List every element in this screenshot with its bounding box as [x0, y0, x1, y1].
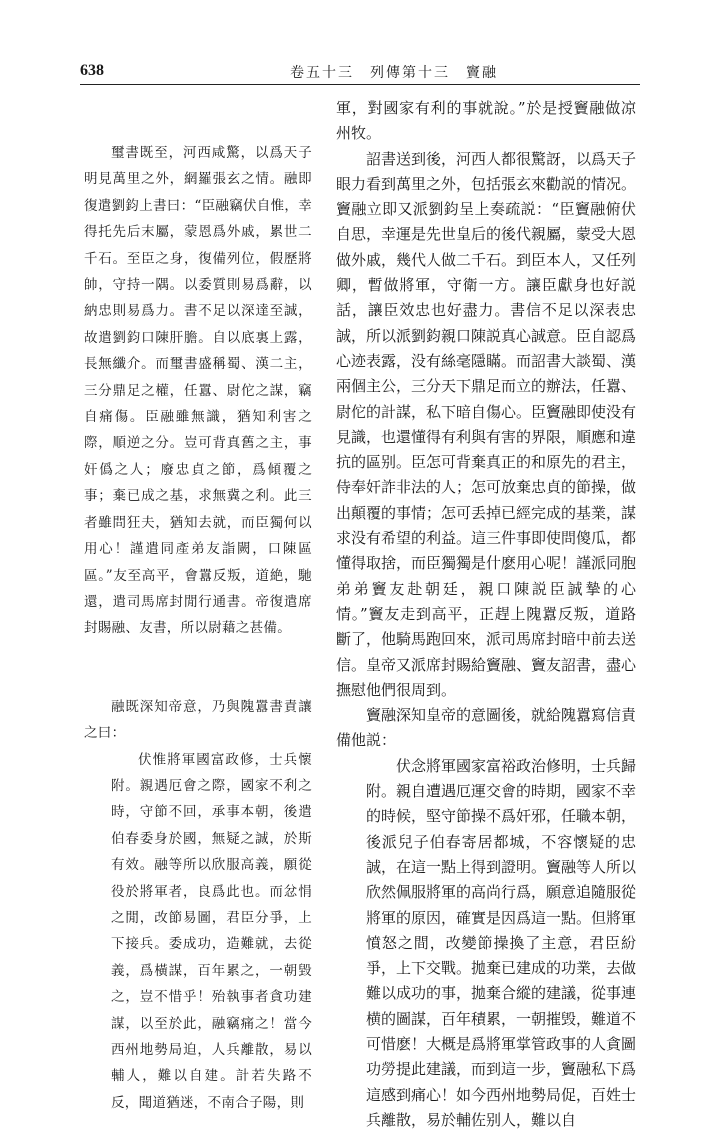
- original-paragraph-2: 融既深知帝意，乃與隗囂書責讓之曰：: [84, 698, 312, 742]
- paragraph-gap: [84, 642, 312, 694]
- translation-paragraph-1: 詔書送到後，河西人都很驚訝，以爲天子眼力看到萬里之外，包括張玄來勸説的情况。竇融立即又派劉鈞呈上奏疏説：“臣竇融俯伏自思，幸運是先世皇后的後代親屬，蒙受大恩做外戚，幾代人做二千石。到臣本人，又任列卿，暫做將軍，守衛一方。讓臣獻身也好説話，讓臣效忠也好盡力。書信不足以深表忠誠，所以派劉鈞親口陳説真心誠意。臣自認爲心迹表露，没有絲毫隱瞞。而詔書大談蜀、漢兩個主公，三分天下鼎足而立的辦法，任囂、尉佗的計謀，私下暗自傷心。臣竇融即使没有見識，也還懂得有利與有害的界限，順應和違抗的區别。臣怎可背棄真正的和原先的君主，侍奉奸詐非法的人；怎可放棄忠貞的節操，做出顛覆的事情；怎可丢掉已經完成的基業，謀求没有希望的利益。這三件事即使問傻瓜，都懂得取捨，而臣獨獨是什麽用心呢！謹派同胞弟弟竇友赴朝廷，親口陳説臣誠摯的心情。”竇友走到高平，正趕上隗囂反叛，道路斷了，他騎馬跑回來，派司馬席封暗中前去送信。皇帝又派席封賜給竇融、竇友詔書，盡心撫慰他們很周到。: [336, 149, 637, 699]
- translation-column: [336, 96, 636, 1133]
- translation-paragraph-0: 軍，對國家有利的事就說。”於是授竇融做凉州牧。: [336, 99, 636, 143]
- page-header: [80, 58, 640, 82]
- page-number: 638: [80, 62, 104, 79]
- original-letter-quote: 伏惟將軍國富政修，士兵懷附。親遇厄會之際，國家不利之時，守節不回，承事本朝，後遣伯春委身於國，無疑之誠，於斯有效。融等所以欣服高義，願從役於將軍者，良爲此也。而忿悁之閒，改節易圖，君臣分爭，上下接兵。委成功，造難就，去從義，爲橫謀，百年累之，一朝毀之，豈不惜乎！殆執事者貪功建謀，以至於此，融竊痛之！當今西州地勢局迫，人兵離散，易以輔人，難以自建。計若失路不反，聞道猶迷，不南合子陽，則: [111, 751, 312, 1111]
- original-text-column: [84, 140, 312, 1116]
- original-paragraph-1: 璽書既至，河西咸驚，以爲天子明見萬里之外，網羅張玄之情。融即復遣劉鈞上書曰：“臣融竊伏自惟，幸得托先后末屬，蒙恩爲外戚，累世二千石。至臣之身，復備列位，假歷將帥，守持一隅。以委質則易爲辭，以納忠則易爲力。書不足以深達至誠，故遣劉鈞口陳肝膽。自以底裏上露，長無纖介。而璽書盛稱蜀、漢二主，三分鼎足之權，任囂、尉佗之謀，竊自痛傷。臣融雖無識，猶知利害之際，順逆之分。豈可背真舊之主，事奸僞之人；廢忠貞之節，爲傾覆之事；棄已成之基，求無冀之利。此三者雖問狂夫，猶知去就，而臣獨何以用心！謹遣同產弟友詣闕，口陳區區。”友至高平，會囂反叛，道絶，馳還，遣司馬席封閒行通書。帝復遣席封賜融、友書，所以尉藉之甚備。: [84, 145, 313, 637]
- running-head: 卷五十三 列傳第十三 竇融: [290, 65, 498, 81]
- header-rule: [80, 84, 640, 85]
- translation-paragraph-2: 竇融深知皇帝的意圖後，就給隗囂寫信責備他説：: [336, 706, 637, 750]
- translation-letter-quote: 伏念將軍國家富裕政治修明，士兵歸附。親自遭遇厄運交會的時期，國家不幸的時候，堅守節操不爲奸邪，任職本朝，後派兒子伯春寄居都城，不容懷疑的忠誠，在這一點上得到證明。竇融等人所以欣然佩服將軍的高尚行爲，願意追隨服從將軍的原因，確實是因爲這一點。但將軍憤怒之間，改變節操換了主意，君臣紛爭，上下交戰。拋棄已建成的功業，去做難以成功的事，拋棄合縱的建議，從事連横的圖謀，百年積累，一朝摧毁，難道不可惜麽！大概是爲將軍掌管政事的人貪圖功勞提此建議，而到這一步，竇融私下爲這感到痛心！如今西州地勢局促，百姓士兵離散，易於輔佐别人，難以自: [366, 756, 637, 1129]
